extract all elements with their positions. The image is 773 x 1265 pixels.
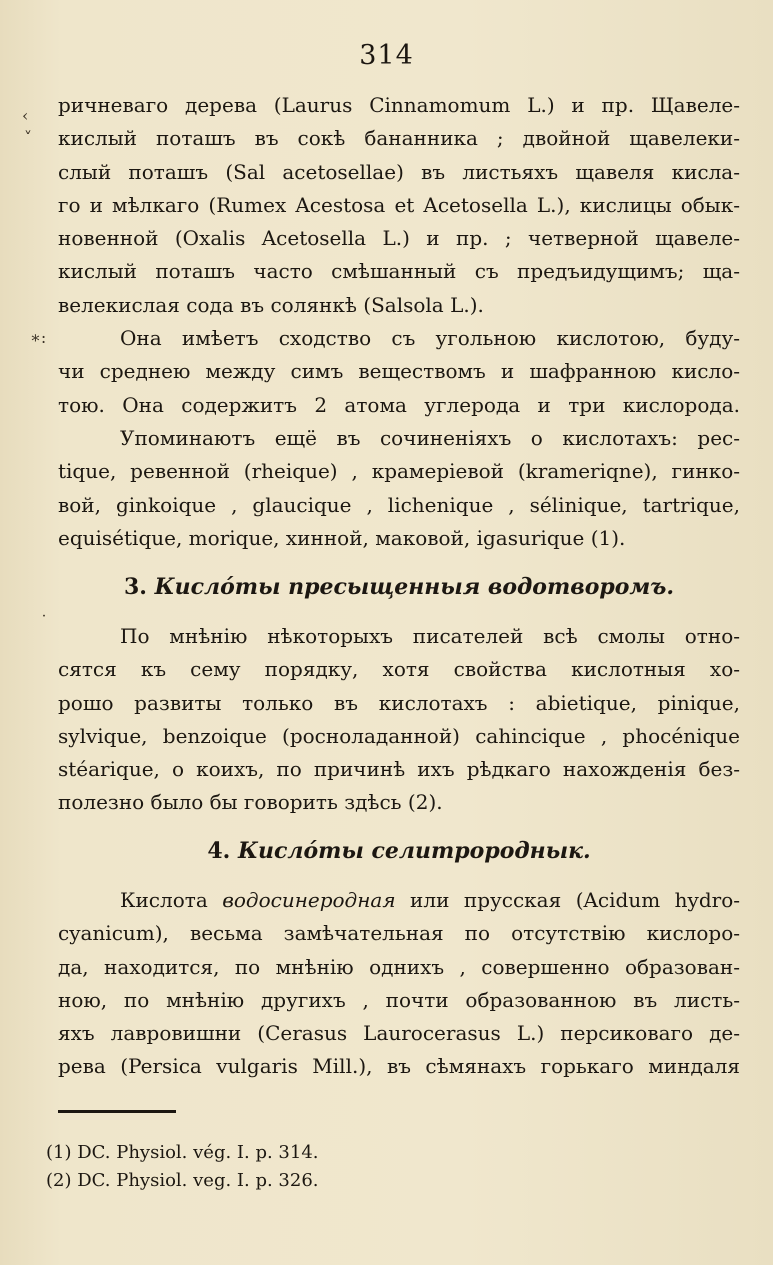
text-line: Она имѣетъ сходство съ угольною кислотою, буду- — [120, 326, 740, 350]
text-line: sylvique, benzoique (росноладанной) cahincique , phocénique — [58, 723, 740, 748]
text-line: tique, ревенной (rheique) , крамеріевой (krameriqne), гинко- — [58, 459, 740, 484]
text-line: тою. Она содержитъ 2 атома углерода и три кислорода. — [58, 392, 740, 417]
footnote-rule — [58, 1110, 176, 1113]
text-line: кислый поташъ часто смѣшанный съ предъидущимъ; ща- — [58, 259, 740, 284]
paragraph-2 — [58, 322, 740, 422]
paragraph-4 — [58, 620, 740, 820]
page-number: 314 — [359, 40, 414, 71]
section-heading-3 — [58, 574, 740, 600]
text-line: ною, по мнѣнію другихъ , почти образованною въ листь- — [58, 987, 740, 1012]
section-number: 4. — [207, 838, 231, 864]
text-line: рева (Persica vulgaris Mill.), въ сѣмянахъ горькаго миндаля — [58, 1054, 740, 1079]
text-line: яхъ лавровишни (Cerasus Laurocerasus L.) персиковаго де- — [58, 1021, 740, 1046]
margin-mark: ˙ — [40, 612, 48, 631]
text-line: слый поташъ (Sal acetosellae) въ листьяхъ щавеля кисла- — [58, 159, 740, 184]
text-line: велекислая сода въ солянкѣ (Salsola L.). — [58, 292, 484, 317]
text-line: ричневаго дерева (Laurus Cinnamomum L.) и пр. Щавеле- — [58, 93, 740, 117]
paragraph-5 — [58, 884, 740, 1084]
paragraph-1 — [58, 89, 740, 322]
text-line: equisétique, morique, хинной, маковой, igasurique (1). — [58, 525, 626, 550]
text-line: новенной (Oxalis Acetosella L.) и пр. ; четверной щавеле- — [58, 226, 740, 251]
text-line: По мнѣнію нѣкоторыхъ писателей всѣ смолы отно- — [120, 624, 740, 648]
section-title: Кислóты пресыщенныя водотворомъ. — [154, 574, 674, 600]
text-segment: или прусская (Acidum hydro- — [395, 888, 740, 912]
text-line: го и мѣлкаго (Rumex Acestosa et Acetosella L.), кислицы обык- — [58, 192, 740, 217]
text-line: Упоминаютъ ещё въ сочиненіяхъ о кислотахъ: рес- — [120, 426, 740, 450]
text-line: чи среднею между симъ веществомъ и шафранною кисло- — [58, 359, 740, 384]
footnote-2: (2) DC. Physiol. veg. I. p. 326. — [46, 1170, 319, 1191]
text-line — [58, 884, 740, 917]
text-line: cyanicum), весьма замѣчательная по отсутствію кислоро- — [58, 921, 740, 946]
text-segment: Кислота — [120, 888, 223, 912]
section-heading-4 — [58, 838, 740, 864]
paragraph-3 — [58, 422, 740, 555]
text-line: кислый поташъ въ сокѣ бананника ; двойной щавелеки- — [58, 126, 740, 151]
text-line: вой, ginkoique , glaucique , lichenique , sélinique, tartrique, — [58, 492, 740, 517]
margin-mark: ‹ — [22, 106, 29, 125]
section-title: Кислóты селитророднык. — [237, 838, 591, 864]
text-line: полезно было бы говорить здѣсь (2). — [58, 790, 443, 815]
text-line: сятся къ сему порядку, хотя свойства кислотныя хо- — [58, 657, 740, 682]
section-number: 3. — [123, 574, 147, 600]
text-line: stéarique, о коихъ, по причинѣ ихъ рѣдкаго нахожденія без- — [58, 757, 740, 782]
margin-mark: ˅ — [24, 128, 32, 147]
italic-term: водосинеродная — [222, 888, 396, 912]
margin-mark: ∗: — [30, 328, 47, 347]
text-line: да, находится, по мнѣнію однихъ , совершенно образован- — [58, 954, 740, 979]
footnote-1: (1) DC. Physiol. vég. I. p. 314. — [46, 1142, 319, 1163]
text-line: рошо развиты только въ кислотахъ : abietique, pinique, — [58, 690, 740, 715]
